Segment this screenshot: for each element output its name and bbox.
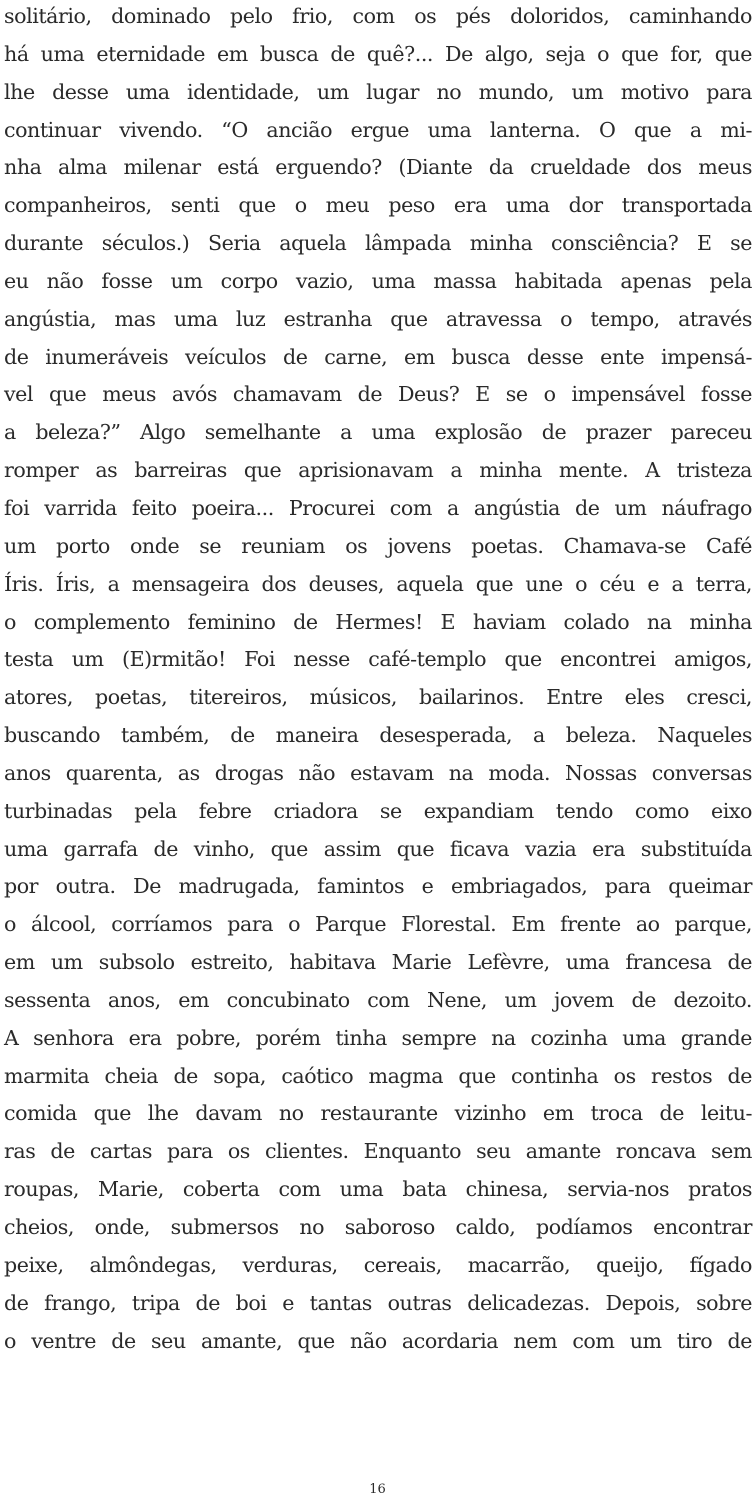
text-line: lhe desse uma identidade, um lugar no mundo, um motivo para bbox=[4, 79, 752, 104]
text-line: eu não fosse um corpo vazio, uma massa habitada apenas pela bbox=[4, 268, 752, 293]
text-line: cheios, onde, submersos no saboroso caldo, podíamos encontrar bbox=[4, 1215, 752, 1239]
text-line: Íris. Íris, a mensageira dos deuses, aquela que une o céu e a terra, bbox=[4, 571, 752, 596]
text-line: nha alma milenar está erguendo? (Diante da crueldade dos meus bbox=[4, 155, 752, 180]
text-line: o complemento feminino de Hermes! E haviam colado na minha bbox=[4, 609, 752, 634]
text-line: marmita cheia de sopa, caótico magma que continha os restos de bbox=[4, 1063, 752, 1088]
page-number: 16 bbox=[369, 1482, 386, 1497]
text-line: comida que lhe davam no restaurante vizinho em troca de leitu- bbox=[4, 1101, 752, 1126]
text-line: o álcool, corríamos para o Parque Florestal. Em frente ao parque, bbox=[4, 912, 752, 937]
text-line: romper as barreiras que aprisionavam a minha mente. A tristeza bbox=[4, 458, 752, 483]
text-line: de frango, tripa de boi e tantas outras delicadezas. Depois, sobre bbox=[4, 1290, 752, 1315]
text-line: A senhora era pobre, porém tinha sempre na cozinha uma grande bbox=[4, 1025, 752, 1050]
text-line: atores, poetas, titereiros, músicos, bailarinos. Entre eles cresci, bbox=[4, 685, 752, 710]
text-line: anos quarenta, as drogas não estavam na moda. Nossas conversas bbox=[4, 760, 752, 785]
text-line: testa um (E)rmitão! Foi nesse café-templo que encontrei amigos, bbox=[4, 647, 752, 672]
text-line: vel que meus avós chamavam de Deus? E se o impensável fosse bbox=[4, 382, 752, 407]
text-line: por outra. De madrugada, famintos e embriagados, para queimar bbox=[4, 874, 752, 899]
text-line: o ventre de seu amante, que não acordaria nem com um tiro de bbox=[4, 1328, 752, 1353]
text-line: a beleza?” Algo semelhante a uma explosão de prazer pareceu bbox=[4, 420, 752, 445]
text-line: foi varrida feito poeira... Procurei com a angústia de um náufrago bbox=[4, 495, 752, 520]
text-line: continuar vivendo. “O ancião ergue uma lanterna. O que a mi- bbox=[4, 117, 752, 142]
text-line: angústia, mas uma luz estranha que atravessa o tempo, através bbox=[4, 306, 752, 331]
text-line: turbinadas pela febre criadora se expandiam tendo como eixo bbox=[4, 798, 752, 823]
text-line: solitário, dominado pelo frio, com os pés doloridos, caminhando bbox=[4, 4, 752, 28]
text-line: roupas, Marie, coberta com uma bata chinesa, servia-nos pratos bbox=[4, 1177, 752, 1202]
text-line: peixe, almôndegas, verduras, cereais, macarrão, queijo, fígado bbox=[4, 1252, 752, 1277]
text-line: há uma eternidade em busca de quê?... De algo, seja o que for, que bbox=[4, 41, 752, 66]
text-line: uma garrafa de vinho, que assim que ficava vazia era substituída bbox=[4, 836, 752, 861]
text-line: de inumeráveis veículos de carne, em busca desse ente impensá- bbox=[4, 344, 752, 369]
text-line: ras de cartas para os clientes. Enquanto seu amante roncava sem bbox=[4, 1139, 752, 1164]
text-line: buscando também, de maneira desesperada, a beleza. Naqueles bbox=[4, 723, 752, 748]
text-line: durante séculos.) Seria aquela lâmpada minha consciência? E se bbox=[4, 231, 752, 256]
text-line: um porto onde se reuniam os jovens poetas. Chamava-se Café bbox=[4, 533, 752, 558]
text-line: em um subsolo estreito, habitava Marie Lefèvre, uma francesa de bbox=[4, 950, 752, 975]
body-text bbox=[4, 0, 752, 1360]
text-line: companheiros, senti que o meu peso era uma dor transportada bbox=[4, 193, 752, 218]
text-line: sessenta anos, em concubinato com Nene, um jovem de dezoito. bbox=[4, 987, 752, 1012]
